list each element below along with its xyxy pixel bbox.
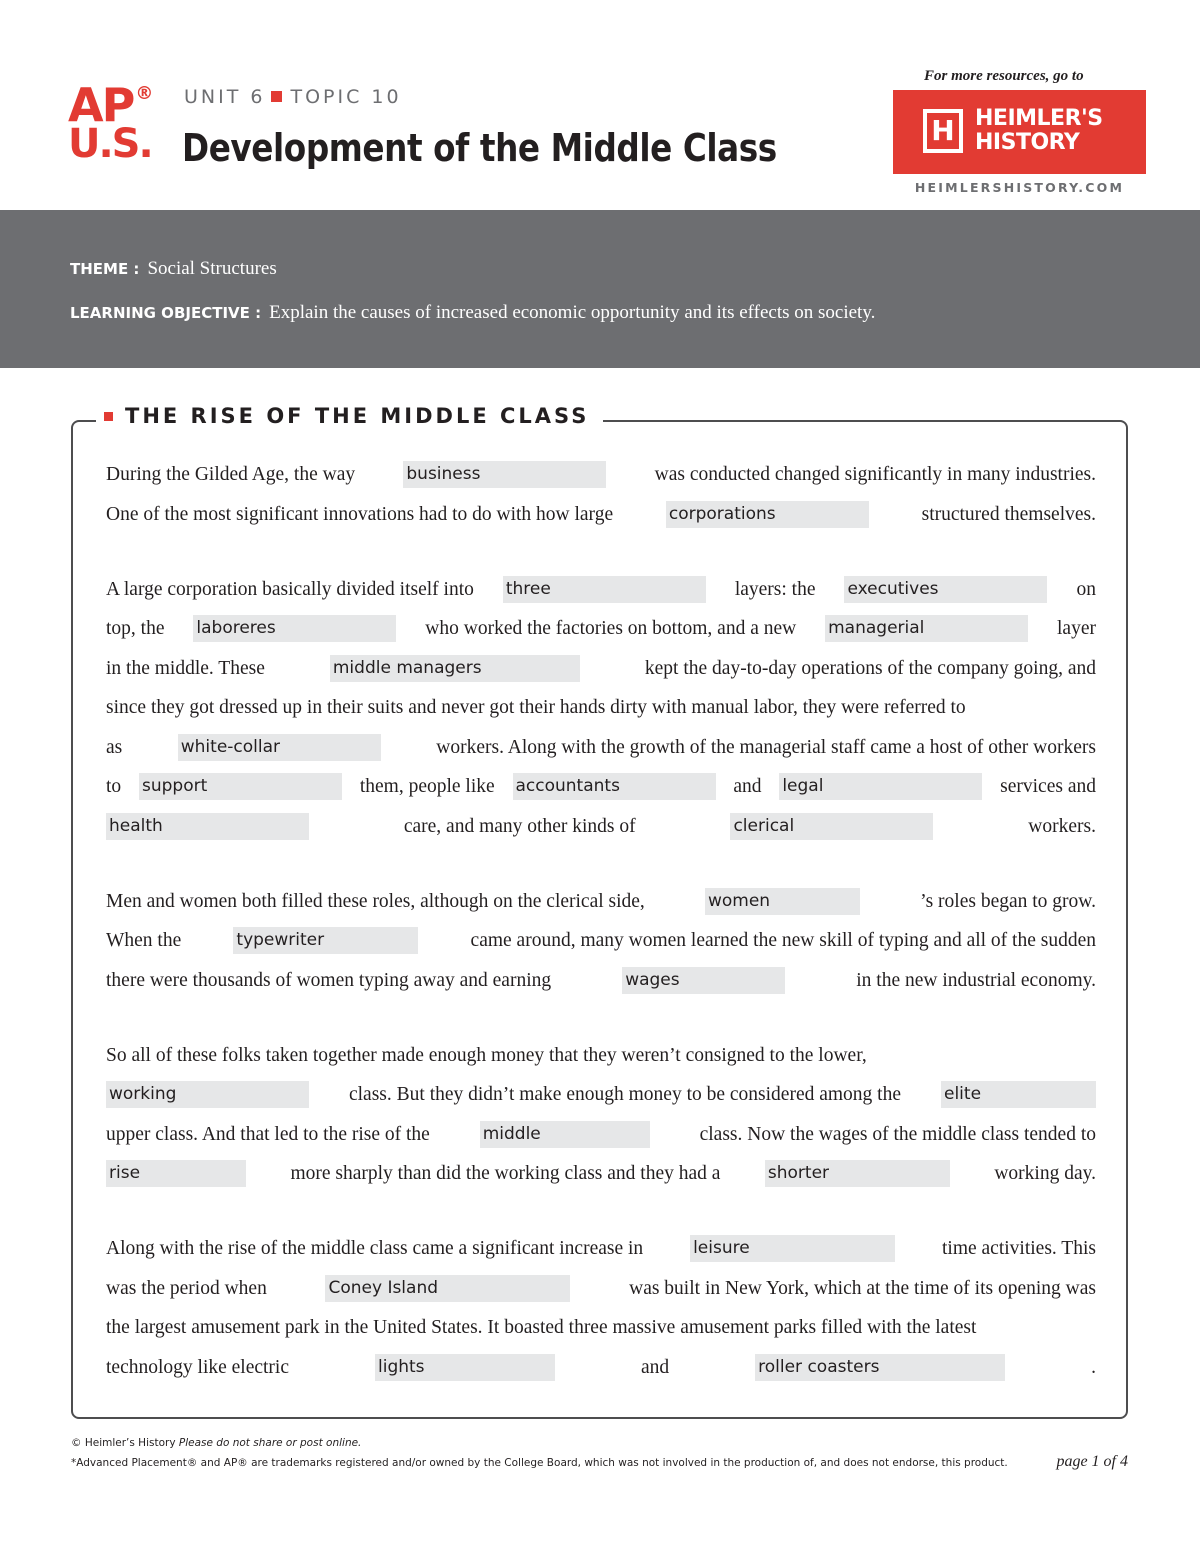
text-segment: During the Gilded Age, the way — [106, 464, 356, 485]
text-segment: layers: the — [734, 578, 816, 600]
text-segment: in the middle. These — [106, 657, 265, 679]
text-segment: When the — [106, 930, 182, 951]
answer-blank[interactable]: managerial — [825, 615, 1028, 642]
answer-blank[interactable]: white-collar — [178, 734, 381, 761]
text-line — [106, 1154, 1096, 1194]
objective-label: LEARNING OBJECTIVE : — [70, 304, 262, 322]
text-line — [106, 609, 1096, 649]
text-segment: top, the — [106, 618, 165, 639]
heimler-h-icon: H — [923, 109, 963, 153]
text-segment: more sharply than did the working class and they had a — [290, 1163, 721, 1184]
text-segment: was conducted changed significantly in many industries. — [654, 464, 1096, 485]
theme-row — [70, 258, 277, 280]
section-title: THE RISE OF THE MIDDLE CLASS — [125, 404, 590, 428]
text-segment: working day. — [994, 1163, 1096, 1184]
answer-blank[interactable]: middle managers — [330, 655, 580, 682]
text-segment: technology like electric — [106, 1356, 290, 1378]
text-segment: So all of these folks taken together made enough money that they weren’t consigned to the lower, — [106, 1044, 867, 1066]
objective-value: Explain the causes of increased economic opportunity and its effects on society. — [269, 302, 876, 323]
text-line — [106, 570, 1096, 610]
answer-blank[interactable]: wages — [622, 967, 785, 994]
paragraph — [106, 1036, 1096, 1194]
text-segment: One of the most significant innovations had to do with how large — [106, 503, 614, 525]
text-line — [106, 455, 1096, 495]
text-segment: class. Now the wages of the middle class tended to — [699, 1123, 1096, 1145]
text-segment: to — [106, 776, 122, 797]
answer-blank[interactable]: middle — [480, 1121, 650, 1148]
ap-us-logo — [68, 78, 168, 167]
theme-label: THEME : — [70, 260, 140, 278]
unit-topic — [184, 86, 402, 108]
answer-blank[interactable]: elite — [941, 1081, 1096, 1108]
heimler-logo[interactable] — [893, 90, 1146, 174]
answer-blank[interactable]: laboreres — [193, 615, 396, 642]
text-line — [106, 1036, 1096, 1076]
more-resources-text: For more resources, go to — [924, 68, 1084, 84]
text-line — [106, 1269, 1096, 1309]
answer-blank[interactable]: support — [139, 773, 342, 800]
answer-blank[interactable]: executives — [844, 576, 1047, 603]
text-line — [106, 1348, 1096, 1388]
answer-blank[interactable]: shorter — [765, 1160, 950, 1187]
objective-row — [70, 302, 875, 324]
theme-value: Social Structures — [147, 258, 277, 279]
page-title: Development of the Middle Class — [182, 126, 777, 170]
text-segment: as — [106, 736, 123, 758]
text-segment: ’s roles began to grow. — [920, 890, 1096, 912]
text-line — [106, 728, 1096, 768]
text-segment: and — [640, 1356, 670, 1378]
answer-blank[interactable]: typewriter — [233, 927, 418, 954]
answer-blank[interactable]: health — [106, 813, 309, 840]
text-segment: kept the day-to-day operations of the company going, and — [644, 657, 1096, 679]
text-segment: structured themselves. — [921, 503, 1096, 525]
text-line — [106, 688, 1096, 728]
brand-name: HEIMLER'S HISTORY — [975, 106, 1103, 155]
answer-blank[interactable]: accountants — [513, 773, 716, 800]
text-segment: care, and many other kinds of — [403, 815, 636, 837]
text-segment: workers. Along with the growth of the managerial staff came a host of other workers — [436, 736, 1096, 758]
text-segment: since they got dressed up in their suits and never got their hands dirty with manual labor, they were referred to — [106, 697, 966, 718]
separator-square-icon — [271, 91, 282, 102]
answer-blank[interactable]: women — [705, 888, 860, 915]
paragraph — [106, 1229, 1096, 1387]
topic-label: TOPIC 10 — [290, 86, 402, 108]
text-segment: was the period when — [106, 1277, 267, 1299]
page-number: page 1 of 4 — [1056, 1453, 1128, 1470]
text-line — [106, 1229, 1096, 1269]
text-segment: there were thousands of women typing away and earning — [106, 969, 552, 991]
answer-blank[interactable]: working — [106, 1081, 309, 1108]
answer-blank[interactable]: clerical — [730, 813, 933, 840]
answer-blank[interactable]: business — [403, 461, 606, 488]
text-segment: who worked the factories on bottom, and a new — [425, 618, 797, 639]
text-line — [106, 1308, 1096, 1348]
logo-ap: AP ® — [68, 78, 152, 132]
text-line — [106, 1115, 1096, 1155]
text-segment: . — [1091, 1356, 1096, 1378]
text-line — [106, 882, 1096, 922]
text-line — [106, 807, 1096, 847]
text-line — [106, 495, 1096, 535]
answer-blank[interactable]: lights — [375, 1354, 555, 1381]
text-segment: the largest amusement park in the United States. It boasted three massive amusement parks filled with the latest — [106, 1317, 977, 1338]
text-segment: upper class. And that led to the rise of the — [106, 1123, 430, 1145]
text-segment: on — [1076, 578, 1096, 600]
paragraph — [106, 570, 1096, 847]
text-segment: class. But they didn’t make enough money to be considered among the — [348, 1084, 902, 1105]
answer-blank[interactable]: legal — [779, 773, 982, 800]
answer-blank[interactable]: rise — [106, 1160, 246, 1187]
text-segment: in the new industrial economy. — [856, 969, 1096, 991]
unit-label: UNIT 6 — [184, 86, 266, 108]
text-segment: Along with the rise of the middle class came a significant increase in — [106, 1238, 644, 1259]
answer-blank[interactable]: Coney Island — [325, 1275, 570, 1302]
text-line — [106, 921, 1096, 961]
text-line — [106, 1075, 1096, 1115]
text-line — [106, 961, 1096, 1001]
paragraph — [106, 882, 1096, 1001]
text-segment: services and — [1000, 776, 1096, 797]
text-line — [106, 649, 1096, 689]
text-segment: came around, many women learned the new skill of typing and all of the sudden — [470, 930, 1096, 951]
text-segment: layer — [1057, 618, 1096, 639]
copyright-text: © Heimler’s History — [71, 1437, 176, 1449]
bullet-square-icon — [104, 412, 113, 421]
paragraph — [106, 455, 1096, 534]
text-segment: time activities. This — [941, 1238, 1096, 1259]
fill-in-text — [106, 455, 1096, 1423]
text-segment: was built in New York, which at the time of its opening was — [629, 1277, 1096, 1299]
text-segment: workers. — [1028, 815, 1096, 837]
answer-blank[interactable]: three — [503, 576, 706, 603]
section-heading — [96, 404, 603, 428]
brand-url[interactable]: HEIMLERSHISTORY.COM — [914, 180, 1125, 195]
answer-blank[interactable]: roller coasters — [755, 1354, 1005, 1381]
share-notice: Please do not share or post online. — [178, 1437, 362, 1449]
text-line — [106, 767, 1096, 807]
text-segment: and — [733, 776, 762, 797]
text-segment: them, people like — [359, 776, 495, 797]
text-segment: Men and women both filled these roles, although on the clerical side, — [106, 890, 645, 912]
answer-blank[interactable]: corporations — [666, 501, 869, 528]
theme-band — [0, 210, 1200, 368]
text-segment: A large corporation basically divided itself into — [106, 578, 474, 600]
logo-us: U.S. — [68, 121, 152, 167]
trademark-line: *Advanced Placement® and AP® are trademarks registered and/or owned by the College Board, which was not involved in the production of, and does not endorse, this product. — [71, 1457, 1008, 1469]
copyright-line — [71, 1437, 361, 1449]
answer-blank[interactable]: leisure — [690, 1235, 895, 1262]
